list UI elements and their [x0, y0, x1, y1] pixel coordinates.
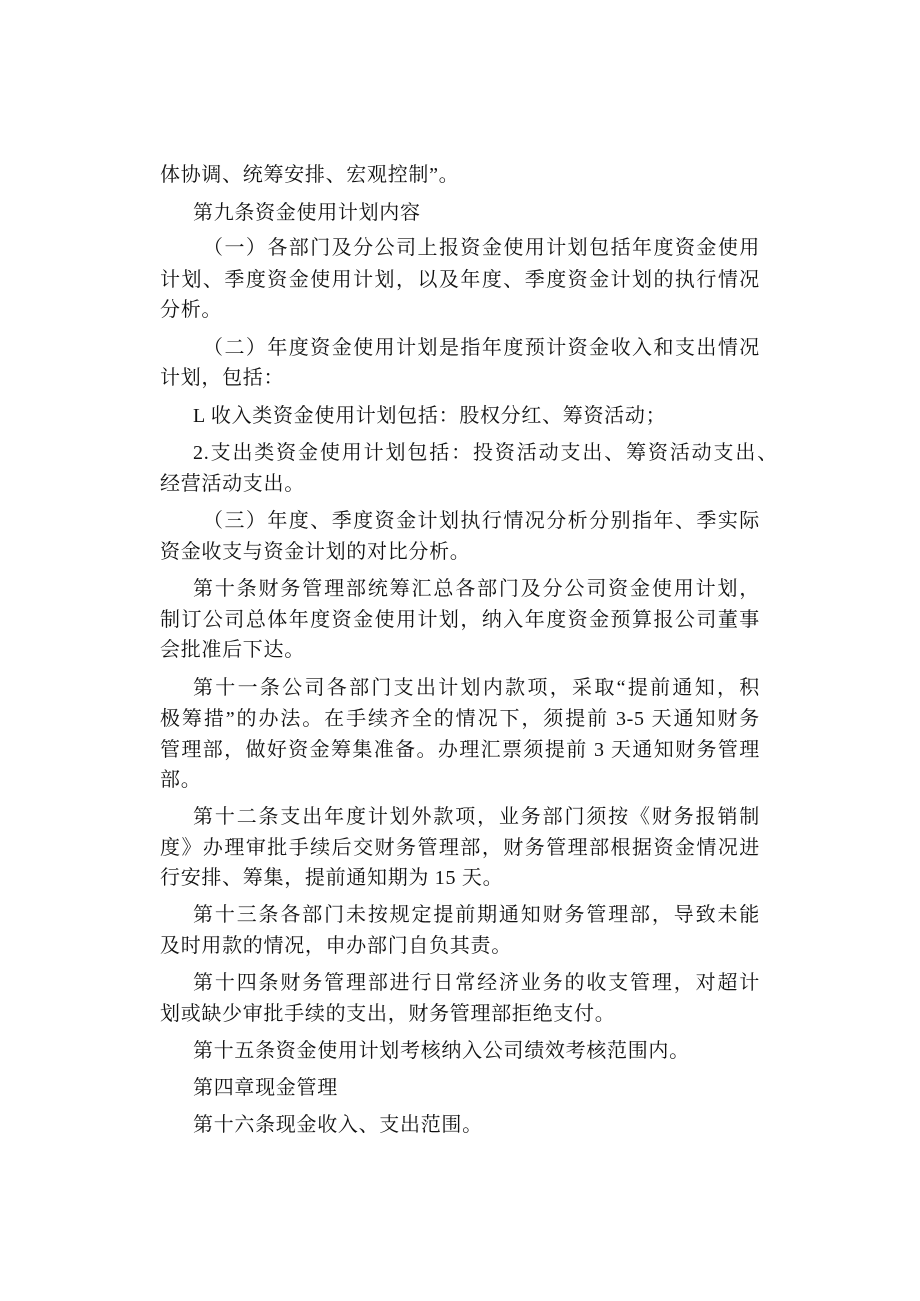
text-line: 部。	[160, 769, 202, 791]
text-line: 第十六条现金收入、支出范围。	[193, 1114, 483, 1136]
text-line: 经营活动支出。	[160, 473, 305, 495]
text-line: （三）年度、季度资金计划执行情况分析分别指年、季实际	[203, 510, 760, 532]
text-line: 管理部，做好资金筹集准备。办理汇票须提前 3 天通知财务管理	[160, 739, 760, 761]
text-line: 极筹措”的办法。在手续齐全的情况下，须提前 3-5 天通知财务	[160, 708, 760, 730]
text-line: 第十二条支出年度计划外款项，业务部门须按《财务报销制	[193, 806, 760, 828]
text-line: 第十条财务管理部统筹汇总各部门及分公司资金使用计划，	[193, 578, 760, 600]
text-line: （二）年度资金使用计划是指年度预计资金收入和支出情况	[203, 337, 760, 359]
text-line: 第十五条资金使用计划考核纳入公司绩效考核范围内。	[193, 1040, 690, 1062]
text-line: 第十三条各部门未按规定提前期通知财务管理部，导致未能	[193, 904, 760, 926]
text-line: 第四章现金管理	[193, 1077, 338, 1099]
text-line: （一）各部门及分公司上报资金使用计划包括年度资金使用	[203, 237, 760, 259]
text-line: 会批准后下达。	[160, 639, 305, 661]
text-line: 行安排、筹集，提前通知期为 15 天。	[160, 867, 504, 889]
text-line: 分析。	[160, 299, 223, 321]
text-line: 计划，包括：	[160, 367, 285, 389]
text-line: 第九条资金使用计划内容	[193, 202, 421, 224]
text-line: 度》办理审批手续后交财务管理部，财务管理部根据资金情况进	[160, 837, 760, 859]
text-line: 及时用款的情况，申办部门自负其责。	[160, 935, 512, 957]
text-line: 体协调、统筹安排、宏观控制”。	[160, 164, 460, 186]
text-line: 计划、季度资金使用计划，以及年度、季度资金计划的执行情况	[160, 269, 760, 291]
text-line: 第十一条公司各部门支出计划内款项，采取“提前通知，积	[193, 677, 760, 699]
text-line: L 收入类资金使用计划包括：股权分红、筹资活动；	[193, 405, 667, 427]
text-line: 划或缺少审批手续的支出，财务管理部拒绝支付。	[160, 1003, 616, 1025]
text-line: 资金收支与资金计划的对比分析。	[160, 541, 471, 563]
text-line: 制订公司总体年度资金使用计划，纳入年度资金预算报公司董事	[160, 609, 760, 631]
text-line: 第十四条财务管理部进行日常经济业务的收支管理，对超计	[193, 972, 760, 994]
text-line: 2.支出类资金使用计划包括：投资活动支出、筹资活动支出、	[193, 442, 778, 464]
